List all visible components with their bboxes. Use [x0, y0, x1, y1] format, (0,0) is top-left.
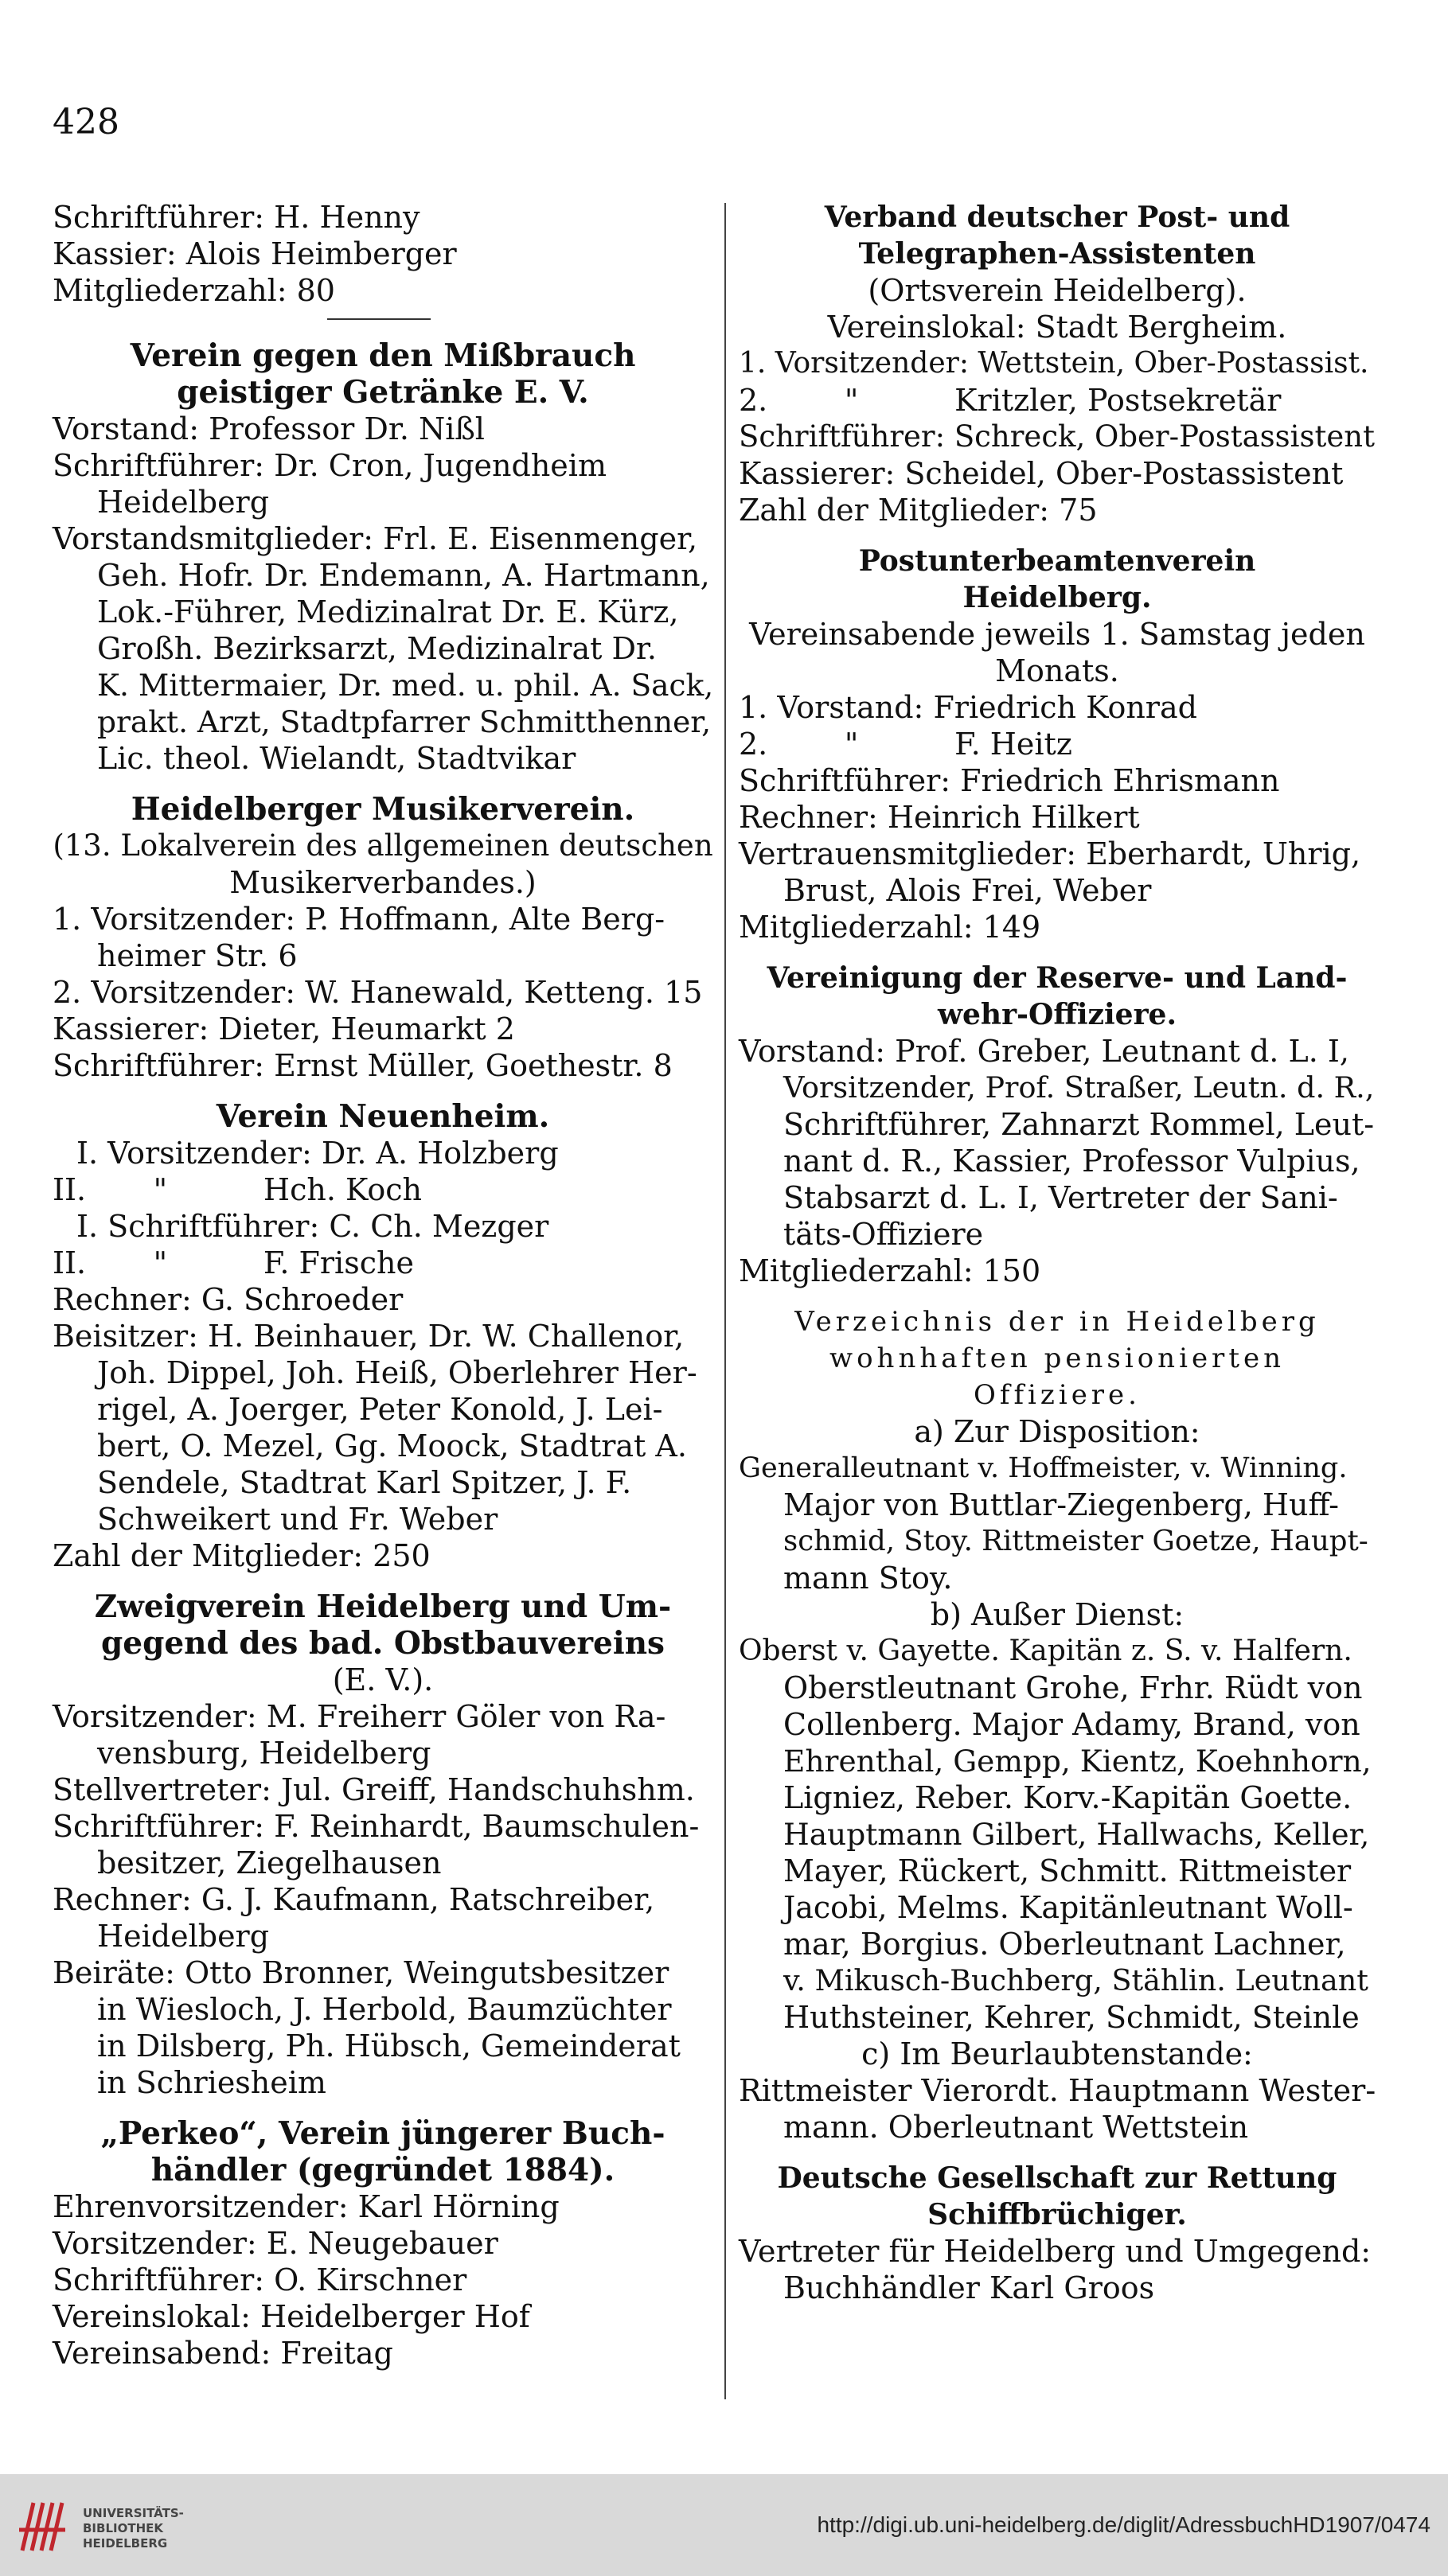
text-line: Vertreter für Heidelberg und Umgegend: — [739, 2234, 1372, 2269]
text-line: Beisitzer: H. Beinhauer, Dr. W. Challenor, — [53, 1319, 685, 1354]
text-line: K. Mittermaier, Dr. med. u. phil. A. Sack, — [97, 668, 714, 703]
section-heading: Verband deutscher Post- und — [824, 201, 1290, 234]
text-line: II. " Hch. Koch — [53, 1172, 422, 1207]
text-line: Schriftführer: Friedrich Ehrismann — [739, 763, 1280, 798]
text-line: täts-Offiziere — [783, 1217, 984, 1252]
text-line: Stabsarzt d. L. I, Vertreter der Sani- — [783, 1180, 1338, 1215]
text-line: Collenberg. Major Adamy, Brand, von — [783, 1707, 1360, 1742]
text-line: Vereinslokal: Heidelberger Hof — [53, 2299, 530, 2334]
text-line: Jacobi, Melms. Kapitänleutnant Woll- — [783, 1890, 1353, 1925]
text-line: mann Stoy. — [783, 1561, 953, 1596]
text-line: Vorstandsmitglieder: Frl. E. Eisenmenger, — [53, 521, 698, 556]
column-divider — [724, 203, 726, 2399]
text-line: Stellvertreter: Jul. Greiff, Handschuhshm. — [53, 1772, 695, 1807]
text-line: Schriftführer: Ernst Müller, Goethestr. 8 — [53, 1048, 673, 1083]
footer-bar — [0, 2474, 1448, 2576]
text-line: Kassier: Alois Heimberger — [53, 236, 457, 271]
text-line: Generalleutnant v. Hoffmeister, v. Winning. — [739, 1452, 1348, 1484]
text-line: Großh. Bezirksarzt, Medizinalrat Dr. — [97, 631, 657, 666]
text-line: Heidelberg — [97, 485, 270, 520]
text-line: in Wiesloch, J. Herbold, Baumzüchter — [97, 1992, 672, 2027]
text-line: mar, Borgius. Oberleutnant Lachner, — [783, 1927, 1346, 1962]
text-line: Buchhändler Karl Groos — [783, 2270, 1155, 2305]
section-heading: „Perkeo“, Verein jüngerer Buch- — [100, 2115, 665, 2152]
text-line: Rechner: Heinrich Hilkert — [739, 800, 1140, 835]
text-line: Huthsteiner, Kehrer, Schmidt, Steinle — [783, 2000, 1360, 2035]
text-line: Kassierer: Dieter, Heumarkt 2 — [53, 1011, 515, 1046]
page-number: 428 — [53, 102, 119, 142]
text-line: in Dilsberg, Ph. Hübsch, Gemeinderat — [97, 2028, 681, 2064]
text-line: 1. Vorsitzender: P. Hoffmann, Alte Berg- — [53, 902, 665, 937]
text-line: Mitgliederzahl: 150 — [739, 1253, 1041, 1288]
text-line: Lic. theol. Wielandt, Stadtvikar — [97, 741, 576, 776]
library-name: UNIVERSITÄTS- BIBLIOTHEK HEIDELBERG — [83, 2506, 184, 2551]
text-line: 1. Vorstand: Friedrich Konrad — [739, 690, 1197, 725]
text-line: Rechner: G. J. Kaufmann, Ratschreiber, — [53, 1882, 655, 1917]
text-line: (E. V.). — [332, 1662, 434, 1697]
text-line: Heidelberg — [97, 1919, 270, 1954]
section-heading: Verein gegen den Mißbrauch — [130, 337, 636, 374]
text-line: Zahl der Mitglieder: 75 — [739, 493, 1098, 528]
text-line: Vereinsabend: Freitag — [53, 2336, 393, 2371]
text-line: in Schriesheim — [97, 2065, 326, 2100]
text-line: Monats. — [995, 653, 1119, 688]
text-line: Mitgliederzahl: 149 — [739, 910, 1041, 945]
text-line: v. Mikusch-Buchberg, Stählin. Leutnant — [783, 1963, 1368, 1997]
text-line: II. " F. Frische — [53, 1245, 414, 1280]
section-heading: Heidelberger Musikerverein. — [131, 791, 635, 828]
section-heading: geistiger Getränke E. V. — [177, 374, 589, 411]
text-line: Schriftführer: Schreck, Ober-Postassistent — [739, 419, 1375, 454]
text-line: Schweikert und Fr. Weber — [97, 1502, 498, 1537]
text-line: Schriftführer: O. Kirschner — [53, 2262, 467, 2297]
text-line: Mayer, Rückert, Schmitt. Rittmeister — [783, 1853, 1352, 1888]
section-heading: Vereinigung der Reserve- und Land- — [767, 961, 1348, 995]
text-line: Musikerverbandes.) — [229, 865, 537, 900]
text-line: (Ortsverein Heidelberg). — [868, 273, 1247, 308]
text-line: prakt. Arzt, Stadtpfarrer Schmitthenner, — [97, 704, 712, 739]
text-line: Joh. Dippel, Joh. Heiß, Oberlehrer Her- — [97, 1355, 697, 1390]
section-heading: Verein Neuenheim. — [216, 1098, 550, 1135]
text-line: Ehrenvorsitzender: Karl Hörning — [53, 2189, 560, 2224]
text-line: Vorsitzender: M. Freiherr Göler von Ra- — [53, 1699, 666, 1734]
section-heading: Deutsche Gesellschaft zur Rettung — [777, 2161, 1337, 2195]
text-line: Vertrauensmitglieder: Eberhardt, Uhrig, — [739, 836, 1361, 871]
section-heading: wehr-Offiziere. — [938, 998, 1177, 1031]
text-line: Mitgliederzahl: 80 — [53, 273, 335, 308]
text-line: nant d. R., Kassier, Professor Vulpius, — [783, 1144, 1360, 1179]
text-line: b) Außer Dienst: — [930, 1597, 1185, 1632]
source-url-link[interactable]: http://digi.ub.uni-heidelberg.de/diglit/AdressbuchHD1907/0474 — [817, 2512, 1430, 2537]
section-heading: händler (gegründet 1884). — [150, 2152, 615, 2188]
text-line: Beiräte: Otto Bronner, Weingutsbesitzer — [53, 1955, 669, 1990]
text-line: Vereinsabende jeweils 1. Samstag jeden — [749, 617, 1365, 652]
text-line: 2. Vorsitzender: W. Hanewald, Ketteng. 15 — [53, 975, 703, 1010]
text-line: 2. " F. Heitz — [739, 727, 1072, 762]
text-line: Schriftführer: Dr. Cron, Jugendheim — [53, 448, 607, 483]
section-heading: Postunterbeamtenverein — [858, 544, 1256, 578]
text-line: Kassierer: Scheidel, Ober-Postassistent — [739, 456, 1344, 491]
section-heading: Telegraphen-Assistenten — [858, 237, 1256, 271]
text-line: Oberst v. Gayette. Kapitän z. S. v. Halfern. — [739, 1635, 1352, 1667]
text-line: Rechner: G. Schroeder — [53, 1282, 404, 1317]
text-line: besitzer, Ziegelhausen — [97, 1845, 442, 1880]
section-heading: Zweigverein Heidelberg und Um- — [94, 1588, 672, 1625]
section-subheading: Offiziere. — [973, 1379, 1141, 1411]
text-line: Zahl der Mitglieder: 250 — [53, 1538, 431, 1573]
text-line: I. Schriftführer: C. Ch. Mezger — [76, 1209, 549, 1244]
text-line: Vorstand: Professor Dr. Nißl — [53, 411, 485, 446]
section-subheading: wohnhaften pensionierten — [829, 1343, 1285, 1374]
text-line: a) Zur Disposition: — [914, 1414, 1200, 1449]
text-line: Lok.-Führer, Medizinalrat Dr. E. Kürz, — [97, 594, 679, 629]
text-line: rigel, A. Joerger, Peter Konold, J. Lei- — [97, 1392, 663, 1427]
text-line: Ligniez, Reber. Korv.-Kapitän Goette. — [783, 1780, 1352, 1815]
text-line: Brust, Alois Frei, Weber — [783, 873, 1152, 908]
section-subheading: Verzeichnis der in Heidelberg — [794, 1306, 1320, 1338]
text-line: (13. Lokalverein des allgemeinen deutschen — [53, 828, 713, 863]
text-line: mann. Oberleutnant Wettstein — [783, 2110, 1249, 2145]
text-line: bert, O. Mezel, Gg. Moock, Stadtrat A. — [97, 1428, 687, 1463]
text-line: Rittmeister Vierordt. Hauptmann Wester- — [739, 2073, 1376, 2108]
section-divider — [327, 318, 431, 320]
text-line: Schriftführer: H. Henny — [53, 200, 420, 235]
section-heading: gegend des bad. Obstbauvereins — [100, 1625, 665, 1662]
text-line: Geh. Hofr. Dr. Endemann, A. Hartmann, — [97, 558, 710, 593]
text-line: Schriftführer: F. Reinhardt, Baumschulen- — [53, 1809, 700, 1844]
text-line: Oberstleutnant Grohe, Frhr. Rüdt von — [783, 1670, 1363, 1705]
text-line: I. Vorsitzender: Dr. A. Holzberg — [76, 1136, 559, 1171]
text-line: heimer Str. 6 — [97, 938, 298, 973]
text-line: 2. " Kritzler, Postsekretär — [739, 383, 1282, 418]
text-line: vensburg, Heidelberg — [97, 1736, 431, 1771]
text-line: Vorstand: Prof. Greber, Leutnant d. L. I, — [739, 1034, 1349, 1069]
text-line: Hauptmann Gilbert, Hallwachs, Keller, — [783, 1817, 1370, 1852]
text-line: Vereinslokal: Stadt Bergheim. — [827, 310, 1287, 345]
ub-heidelberg-logo-icon — [16, 2493, 68, 2557]
right-column — [739, 199, 1376, 2306]
text-line: schmid, Stoy. Rittmeister Goetze, Haupt- — [783, 1525, 1368, 1557]
section-heading: Schiffbrüchiger. — [927, 2198, 1187, 2231]
section-heading: Heidelberg. — [962, 581, 1152, 614]
text-line: Sendele, Stadtrat Karl Spitzer, J. F. — [97, 1465, 632, 1500]
text-line: Schriftführer, Zahnarzt Rommel, Leut- — [783, 1107, 1375, 1142]
left-column — [53, 199, 713, 2371]
text-line: Major von Buttlar-Ziegenberg, Huff- — [783, 1487, 1340, 1522]
text-line: 1. Vorsitzender: Wettstein, Ober-Postassist. — [739, 347, 1369, 380]
text-line: Vorsitzender, Prof. Straßer, Leutn. d. R., — [783, 1070, 1375, 1105]
text-line: Vorsitzender: E. Neugebauer — [53, 2226, 498, 2261]
text-line: c) Im Beurlaubtenstande: — [861, 2036, 1253, 2071]
text-line: Ehrenthal, Gempp, Kientz, Koehnhorn, — [783, 1744, 1372, 1779]
